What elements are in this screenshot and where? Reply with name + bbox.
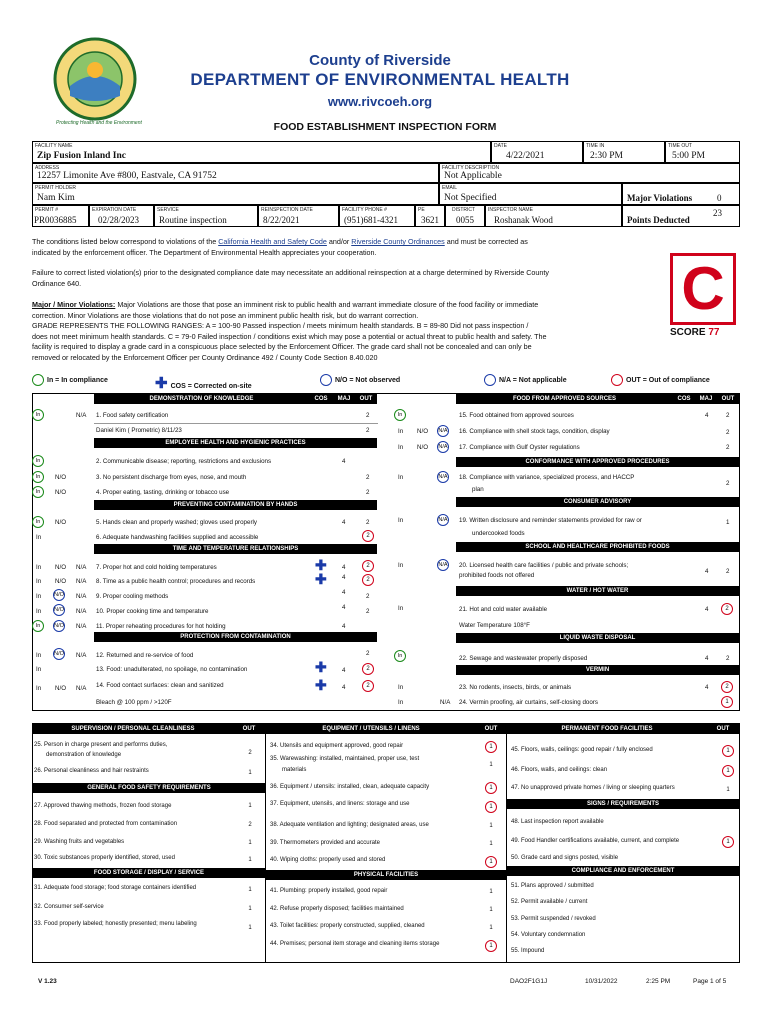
item-10: 10. Proper cooking time and temperature <box>96 608 209 615</box>
item-36: 36. Equipment / utensils: installed, clean, adequate capacity <box>270 784 430 790</box>
permit-number-field: PERMIT # PR0036885 <box>32 205 89 227</box>
out-mark[interactable]: 1 <box>485 801 497 813</box>
in-mark[interactable]: In <box>32 455 44 467</box>
pe-field: PE 3621 <box>415 205 445 227</box>
item-11: 11. Proper reheating procedures for hot holding <box>96 623 226 630</box>
item-23: 23. No rodents, insects, birds, or animals <box>459 684 572 691</box>
na-mark[interactable]: N/A <box>437 559 449 571</box>
form-title: FOOD ESTABLISHMENT INSPECTION FORM <box>273 121 497 133</box>
item-25: 25. Person in charge present and performs duties, <box>34 742 168 748</box>
out-mark[interactable]: 1 <box>485 741 497 753</box>
cos-header: COS <box>309 394 333 404</box>
plus-icon: ✚ <box>155 375 168 392</box>
item-54: 54. Voluntary condemnation <box>511 932 586 938</box>
supervision-bar: SUPERVISION / PERSONAL CLEANLINESS <box>33 724 233 734</box>
major-violations-field: Major Violations 0 <box>622 183 740 205</box>
maj-header: MAJ <box>333 394 355 404</box>
print-date: 10/31/2022 <box>585 978 618 985</box>
red-circle-icon <box>611 374 623 386</box>
document-code: DAO2F1G1J <box>510 978 548 985</box>
failure-paragraph: Failure to correct listed violation(s) prior to the designated compliance date may necessitate an additional reinspection at a charge determined by Riverside County Ordinance 640. <box>32 268 549 288</box>
item-1: 1. Food safety certification <box>96 412 169 419</box>
item-38: 38. Adequate ventilation and lighting; designated areas, use <box>270 822 429 828</box>
item-32: 32. Consumer self-service <box>34 904 104 910</box>
facility-description-field: FACILITY DESCRIPTION Not Applicable <box>439 163 740 183</box>
permit-holder-field: PERMIT HOLDER Nam Kim <box>32 183 439 205</box>
item-53: 53. Permit suspended / revoked <box>511 916 596 922</box>
equipment-bar: EQUIPMENT / UTENSILS / LINENS <box>266 724 476 734</box>
column-divider <box>265 723 266 963</box>
out-header: OUT <box>707 724 739 734</box>
item-21: 21. Hot and cold water available <box>459 606 548 613</box>
item-15: 15. Food obtained from approved sources <box>459 412 574 419</box>
item-48: 48. Last inspection report available <box>511 819 604 825</box>
legend-no: N/O = Not observed <box>320 374 400 386</box>
physical-facilities-bar: PHYSICAL FACILITIES <box>266 870 506 880</box>
item-40: 40. Wiping cloths: properly used and stored <box>270 857 386 863</box>
compliance-enforcement-bar: COMPLIANCE AND ENFORCEMENT <box>507 866 739 876</box>
item-30: 30. Toxic substances properly identified, stored, used <box>34 855 175 861</box>
green-circle-icon <box>32 374 44 386</box>
out-mark[interactable]: 1 <box>485 856 497 868</box>
intro-paragraph: The conditions listed below correspond to violations of the California Health and Safety Code and/or Riverside County Ordinances and must be corrected as indicated by the enforcement officer. The Department of Environmental Health appreciates your cooperation. <box>32 237 528 257</box>
item-24: 24. Vermin proofing, air curtains, self-closing doors <box>459 699 598 706</box>
item-8: 8. Time as a public health control; procedures and records <box>96 578 256 585</box>
time-out-field: TIME OUT 5:00 PM <box>665 141 740 163</box>
county-name: County of Riverside <box>309 52 451 69</box>
item-29: 29. Washing fruits and vegetables <box>34 839 125 845</box>
out-mark[interactable]: 2 <box>362 560 374 572</box>
item-3: 3. No persistent discharge from eyes, nose, and mouth <box>96 474 247 481</box>
legend-out: OUT = Out of compliance <box>611 374 710 386</box>
item-18: 18. Compliance with variance, specialized process, and HACCP <box>459 474 635 481</box>
out-mark[interactable]: 2 <box>721 603 733 615</box>
legend-in: In = In compliance <box>32 374 108 386</box>
out-mark[interactable]: 1 <box>485 782 497 794</box>
item-6: 6. Adequate handwashing facilities supplied and accessible <box>96 534 259 541</box>
item-19: 19. Written disclosure and reminder statements provided for raw or <box>459 517 642 524</box>
out-mark[interactable]: 2 <box>362 663 374 675</box>
out-header: OUT <box>476 724 506 734</box>
column-divider <box>506 723 507 963</box>
out-mark[interactable]: 1 <box>722 745 734 757</box>
cos-plus-icon: ✚ <box>315 571 327 587</box>
item-7: 7. Proper hot and cold holding temperatures <box>96 564 217 571</box>
item-14-note: Bleach @ 100 ppm / >120F <box>96 699 172 706</box>
protection-from-contamination-bar: PROTECTION FROM CONTAMINATION <box>94 632 377 642</box>
item-16: 16. Compliance with shell stock tags, condition, display <box>459 428 610 435</box>
legend-cos: ✚ COS = Corrected on-site <box>155 375 252 392</box>
item-9: 9. Proper cooling methods <box>96 593 169 600</box>
in-mark[interactable]: In <box>32 620 44 632</box>
item-14: 14. Food contact surfaces: clean and sanitized <box>96 682 224 689</box>
out-mark[interactable]: 2 <box>362 680 374 692</box>
out-mark[interactable]: 1 <box>722 836 734 848</box>
item-41: 41. Plumbing: properly installed, good repair <box>270 888 388 894</box>
address-field: ADDRESS 12257 Limonite Ave #800, Eastvale, CA 91752 <box>32 163 439 183</box>
out-header: OUT <box>355 394 377 404</box>
facility-name: Zip Fusion Inland Inc <box>37 151 126 161</box>
item-22: 22. Sewage and wastewater properly disposed <box>459 655 588 662</box>
signs-requirements-bar: SIGNS / REQUIREMENTS <box>507 799 739 809</box>
no-mark[interactable]: N/O <box>53 648 65 660</box>
employee-health-bar: EMPLOYEE HEALTH AND HYGIENIC PRACTICES <box>94 438 377 448</box>
no-mark[interactable]: N/O <box>53 620 65 632</box>
water-bar: WATER / HOT WATER <box>456 586 739 596</box>
health-safety-code-link[interactable]: California Health and Safety Code <box>218 237 327 246</box>
email-field: EMAIL Not Specified <box>439 183 622 205</box>
out-mark[interactable]: 1 <box>721 696 733 708</box>
grade-letter: C <box>681 255 725 322</box>
preventing-contamination-bar: PREVENTING CONTAMINATION BY HANDS <box>94 500 377 510</box>
item-35: 35. Warewashing: installed, maintained, proper use, test <box>270 756 420 762</box>
time-in-field: TIME IN 2:30 PM <box>583 141 665 163</box>
form-version: V 1.23 <box>38 978 57 985</box>
cos-plus-icon: ✚ <box>315 659 327 675</box>
in-mark[interactable]: In <box>32 471 44 483</box>
demonstration-of-knowledge-bar: DEMONSTRATION OF KNOWLEDGE <box>94 394 309 404</box>
no-mark[interactable]: N/O <box>53 589 65 601</box>
in-mark[interactable]: In <box>32 516 44 528</box>
legend-na: N/A = Not applicable <box>484 374 567 386</box>
item-51: 51. Plans approved / submitted <box>511 883 594 889</box>
county-ordinances-link[interactable]: Riverside County Ordinances <box>351 237 445 246</box>
school-healthcare-bar: SCHOOL AND HEALTHCARE PROHIBITED FOODS <box>456 542 739 552</box>
item-21-note: Water Temperature 108°F <box>459 622 530 629</box>
facility-phone-field: FACILITY PHONE # (951)681-4321 <box>339 205 415 227</box>
row-divider <box>94 423 378 424</box>
item-39: 39. Thermometers provided and accurate <box>270 840 380 846</box>
food-storage-bar: FOOD STORAGE / DISPLAY / SERVICE <box>33 868 265 878</box>
item-26: 26. Personal cleanliness and hair restraints <box>34 768 149 774</box>
score: SCORE 77 <box>670 327 720 338</box>
conformance-bar: CONFORMANCE WITH APPROVED PROCEDURES <box>456 457 739 467</box>
item-27: 27. Approved thawing methods, frozen food storage <box>34 803 172 809</box>
permanent-facilities-bar: PERMANENT FOOD FACILITIES <box>507 724 707 734</box>
district-field: DISTRICT 0055 <box>445 205 485 227</box>
print-time: 2:25 PM <box>646 978 671 985</box>
item-13: 13. Food: unadulterated, no spoilage, no contamination <box>96 666 248 673</box>
maj-header-right: MAJ <box>695 394 717 404</box>
date-field: DATE 4/22/2021 <box>491 141 583 163</box>
consumer-advisory-bar: CONSUMER ADVISORY <box>456 497 739 507</box>
out-header: OUT <box>233 724 265 734</box>
inspector-name-field: INSPECTOR NAME Roshanak Wood <box>485 205 622 227</box>
item-55: 55. Impound <box>511 948 545 954</box>
general-food-safety-bar: GENERAL FOOD SAFETY REQUIREMENTS <box>33 783 265 793</box>
out-mark[interactable]: 1 <box>722 765 734 777</box>
out-mark[interactable]: 2 <box>721 681 733 693</box>
item-12: 12. Returned and re-service of food <box>96 652 194 659</box>
facility-name-field: FACILITY NAME Zip Fusion Inland Inc <box>32 141 491 163</box>
liquid-waste-bar: LIQUID WASTE DISPOSAL <box>456 633 739 643</box>
cos-header-right: COS <box>673 394 695 404</box>
item-45: 45. Floors, walls, ceilings: good repair / fully enclosed <box>511 747 653 753</box>
vermin-bar: VERMIN <box>456 665 739 675</box>
out-mark[interactable]: 2 <box>362 574 374 586</box>
cos-plus-icon: ✚ <box>315 557 327 573</box>
item-52: 52. Permit available / current <box>511 899 588 905</box>
item-50: 50. Grade card and signs posted, visible <box>511 855 619 861</box>
logo-tagline: Protecting Health and the Environment <box>56 120 142 126</box>
in-mark[interactable]: In <box>394 650 406 662</box>
points-deducted-field: Points Deducted 23 <box>622 205 740 227</box>
website[interactable]: www.rivcoeh.org <box>327 94 433 109</box>
department-name: DEPARTMENT OF ENVIRONMENTAL HEALTH <box>190 70 570 89</box>
grade-card <box>670 253 736 325</box>
item-2: 2. Communicable disease; reporting, restrictions and exclusions <box>96 458 272 465</box>
page-number: Page 1 of 5 <box>693 978 727 985</box>
item-34: 34. Utensils and equipment approved, good repair <box>270 743 404 749</box>
na-mark[interactable]: N/A <box>437 514 449 526</box>
blue-circle-icon <box>484 374 496 386</box>
item-42: 42. Refuse properly disposed; facilities maintained <box>270 906 404 912</box>
item-17: 17. Compliance with Gulf Oyster regulations <box>459 444 580 451</box>
na-mark[interactable]: N/A <box>437 471 449 483</box>
item-31: 31. Adequate food storage; food storage containers identified <box>34 885 197 891</box>
out-header-right: OUT <box>717 394 739 404</box>
no-mark[interactable]: N/O <box>53 604 65 616</box>
item-46: 46. Floors, walls, and ceilings: clean <box>511 767 608 773</box>
out-mark[interactable]: 1 <box>485 940 497 952</box>
blue-circle-icon <box>320 374 332 386</box>
item-5: 5. Hands clean and properly washed; gloves used properly <box>96 519 257 526</box>
cos-plus-icon: ✚ <box>315 677 327 693</box>
in-mark[interactable]: In <box>32 486 44 498</box>
na-mark[interactable]: N/A <box>437 425 449 437</box>
violations-paragraph: Major / Minor Violations: Major Violations are those that pose an imminent risk to public health and warrant immediate closure of the food facility or immediate correction. Minor Violations are those violations that do not pose an imminent public health risk, but do warrant correction. GRADE REPRESENTS THE FOLLOWING RANGES: A = 100-90 Passed inspection / meets minimum health standards. B = 89-80 Did not pass inspection / does not meet minimum health standards. C = 79-0 Failed inspection / conditions exist which may pose a potential or actual threat to public health and safety. The facility is required to display a grade card in a conspicuous place selected by the Enforcement Officer. The grade card shall not be concealed and can only be removed or relocated by the Enforcement Officer per County Ordinance 492 / County Code Section 8.40.020 <box>32 300 547 362</box>
time-temperature-bar: TIME AND TEMPERATURE RELATIONSHIPS <box>94 544 377 554</box>
item-43: 43. Toilet facilities: properly constructed, supplied, cleaned <box>270 923 425 929</box>
item-28: 28. Food separated and protected from contamination <box>34 821 178 827</box>
item-37: 37. Equipment, utensils, and linens: storage and use <box>270 801 410 807</box>
in-mark[interactable]: In <box>394 409 406 421</box>
item-33: 33. Food properly labeled; honestly presented; menu labeling <box>34 921 197 927</box>
item-49: 49. Food Handler certifications available, current, and complete <box>511 838 680 844</box>
reinspection-date-field: REINSPECTION DATE 8/22/2021 <box>258 205 339 227</box>
item-47: 47. No unapproved private homes / living or sleeping quarters <box>511 785 675 791</box>
expiration-date-field: EXPIRATION DATE 02/28/2023 <box>89 205 154 227</box>
service-field: SERVICE Routine inspection <box>154 205 258 227</box>
food-from-approved-sources-bar: FOOD FROM APPROVED SOURCES <box>456 394 673 404</box>
out-mark[interactable]: 2 <box>362 530 374 542</box>
item-1-note: Daniel Kim ( Prometric) 8/11/23 <box>96 427 182 434</box>
item-44: 44. Premises; personal item storage and cleaning items storage <box>270 941 440 947</box>
in-mark[interactable]: In <box>32 409 44 421</box>
item-20: 20. Licensed health care facilities / public and private schools; <box>459 562 629 569</box>
item-4: 4. Proper eating, tasting, drinking or tobacco use <box>96 489 230 496</box>
na-mark[interactable]: N/A <box>437 441 449 453</box>
